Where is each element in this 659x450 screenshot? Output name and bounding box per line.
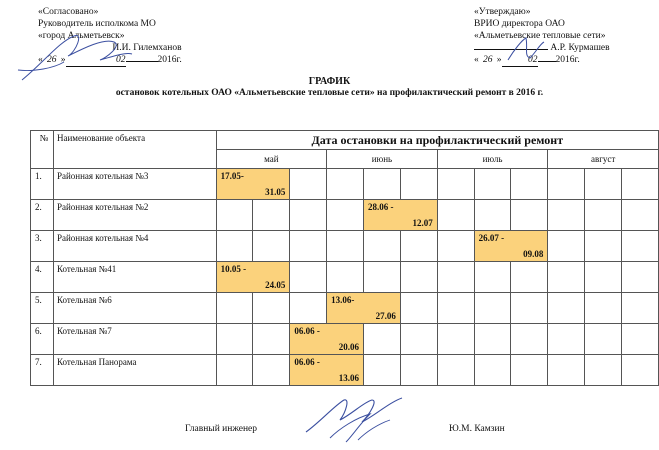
left-approval-org: «город Альметьевск» (38, 31, 125, 41)
right-date-year: 2016г. (555, 55, 580, 65)
page-subtitle: остановок котельных ОАО «Альметьевские тепловые сети» на профилактический ремонт в 2016 г. (115, 88, 544, 98)
table-header-row (31, 131, 659, 150)
left-signer-name: И.И. Гилемханов (112, 43, 182, 53)
object-name: Районная котельная №2 (53, 200, 216, 231)
object-name: Котельная Панорама (53, 355, 216, 386)
repair-period: 26.07 - 09.08 (474, 231, 548, 262)
footer-signature-icon (300, 392, 410, 447)
table-row: 2. Районная котельная №2 28.06 - 12.07 (31, 200, 659, 231)
repair-period: 10.05 - 24.05 (216, 262, 290, 293)
month-august: август (548, 150, 659, 169)
left-date-month: 02 (66, 54, 126, 67)
left-date-year: 2016г. (157, 55, 182, 65)
left-signer-line (38, 42, 182, 54)
table-row: 3. Районная котельная №4 26.07 - 09.08 (31, 231, 659, 262)
object-name: Районная котельная №4 (53, 231, 216, 262)
repair-period: 13.06- 27.06 (327, 293, 401, 324)
page-title: ГРАФИК (308, 76, 351, 87)
right-approval-label: «Утверждаю» (474, 7, 531, 17)
right-date-day: 26 (483, 55, 493, 65)
right-signer-name: А.Р. Курмашев (550, 43, 610, 53)
table-row: 6. Котельная №7 06.06 - 20.06 (31, 324, 659, 355)
left-approval-block (38, 6, 182, 67)
left-approval-position: Руководитель исполкома МО (38, 19, 156, 29)
repair-period: 06.06 - 20.06 (290, 324, 364, 355)
month-may: май (216, 150, 327, 169)
object-name: Котельная №41 (53, 262, 216, 293)
right-signer-line (474, 42, 610, 54)
left-date-day: 26 (47, 55, 57, 65)
object-name: Котельная №7 (53, 324, 216, 355)
col-name-header: Наименование объекта (53, 131, 216, 169)
object-name: Районная котельная №3 (53, 169, 216, 200)
col-dates-header: Дата остановки на профилактический ремонт (216, 131, 658, 150)
footer-role: Главный инженер (185, 424, 258, 434)
right-approval-position: ВРИО директора ОАО (474, 19, 565, 29)
schedule-table (30, 130, 659, 386)
month-june: июнь (327, 150, 438, 169)
month-july: июль (437, 150, 548, 169)
col-num-header: № (31, 131, 54, 169)
table-row: 5. Котельная №6 13.06- 27.06 (31, 293, 659, 324)
right-approval-block (474, 6, 610, 67)
footer-name: Ю.М. Камзин (449, 424, 505, 434)
right-date-line: « 26 » 02 2016г. (474, 55, 580, 65)
table-row: 4. Котельная №41 10.05 - 24.05 (31, 262, 659, 293)
object-name: Котельная №6 (53, 293, 216, 324)
right-approval-org: «Альметьевские тепловые сети» (474, 31, 606, 41)
table-row: 1. Районная котельная №3 17.05- 31.05 (31, 169, 659, 200)
repair-period: 17.05- 31.05 (216, 169, 290, 200)
repair-period: 28.06 - 12.07 (364, 200, 438, 231)
right-date-month: 02 (502, 54, 538, 67)
table-row: 7. Котельная Панорама 06.06 - 13.06 (31, 355, 659, 386)
left-date-line: « 26 » 02 2016г. (38, 55, 182, 65)
repair-period: 06.06 - 13.06 (290, 355, 364, 386)
left-approval-label: «Согласовано» (38, 7, 99, 17)
